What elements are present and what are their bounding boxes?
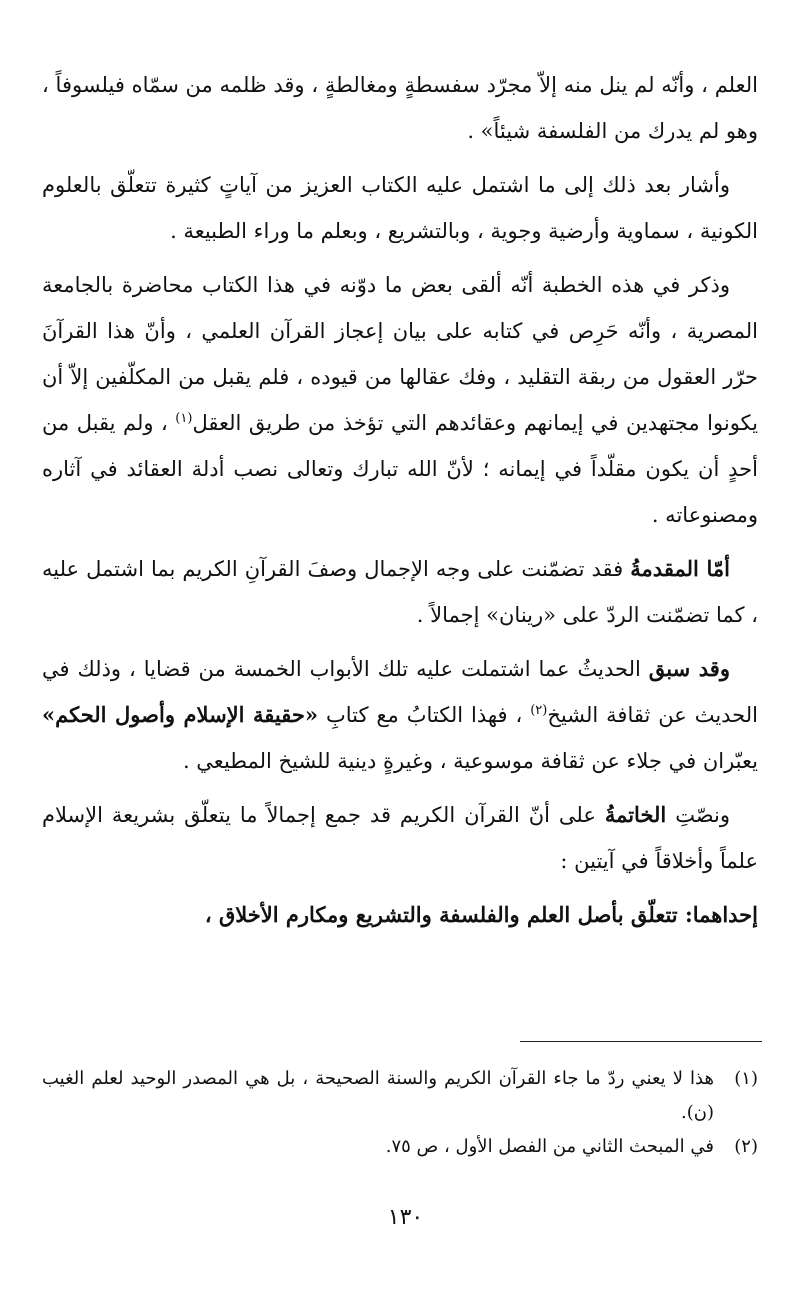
paragraph-5-text-a: الحديثُ عما اشتملت عليه تلك الأبواب الخمسة من قضايا ، وذلك في الحديث عن ثقافة الشيخ xyxy=(42,657,758,727)
paragraph-5-lead: وقد سبق xyxy=(648,656,730,681)
paragraph-2-text: وأشار بعد ذلك إلى ما اشتمل عليه الكتاب العزيز من آياتٍ كثيرة تتعلّق بالعلوم الكونية ، سماوية وأرضية وجوية ، وبالتشريع ، وبعلم ما وراء الطبيعة . xyxy=(42,173,758,243)
page-number: ١٣٠ xyxy=(387,1205,424,1230)
paragraph-5-text-b: ، فهذا الكتابُ مع كتابِ xyxy=(325,703,523,727)
paragraph-4 xyxy=(42,546,758,638)
footnote-2 xyxy=(42,1130,758,1164)
paragraph-6 xyxy=(42,792,758,884)
footnote-1 xyxy=(42,1062,758,1130)
footnote-1-text: هذا لا يعني ردّ ما جاء القرآن الكريم والسنة الصحيحة ، بل هي المصدر الوحيد لعلم الغيب (ن). xyxy=(42,1068,714,1123)
footnote-ref-2[interactable]: (٢) xyxy=(530,703,548,718)
book-title: «حقيقة الإسلام وأصول الحكم» xyxy=(42,702,318,727)
paragraph-1 xyxy=(42,62,758,154)
page-body xyxy=(42,62,758,938)
footnote-1-number: (١) xyxy=(734,1068,758,1089)
paragraph-1-text: العلم ، وأنّه لم ينل منه إلاّ مجرّد سفسطةٍ ومغالطةٍ ، وقد ظلمه من سمّاه فيلسوفاً ، وهو لم يدرك من الفلسفة شيئاً» . xyxy=(42,73,758,143)
paragraph-5-text-c: يعبّران في جلاء عن ثقافة موسوعية ، وغيرةٍ دينية للشيخ المطيعي . xyxy=(182,749,758,773)
footnote-ref-1[interactable]: (١) xyxy=(175,411,193,426)
paragraph-5 xyxy=(42,646,758,784)
paragraph-7-text: إحداهما: تتعلّق بأصل العلم والفلسفة والتشريع ومكارم الأخلاق ، xyxy=(204,902,758,927)
paragraph-7 xyxy=(42,892,758,938)
footnotes xyxy=(42,1062,758,1164)
paragraph-2 xyxy=(42,162,758,254)
paragraph-3-text-b: ، ولم يقبل من أحدٍ أن يكون مقلّداً في إيمانه ؛ لأنّ الله تبارك وتعالى نصب أدلة العقائد في آثاره ومصنوعاته . xyxy=(42,411,758,527)
paragraph-6-text: على أنّ القرآن الكريم قد جمع إجمالاً ما يتعلّق بشريعة الإسلام علماً وأخلاقاً في آيتين : xyxy=(42,803,758,873)
paragraph-3-text-a: وذكر في هذه الخطبة أنّه ألقى بعض ما دوّنه في هذا الكتاب محاضرة بالجامعة المصرية ، وأنّه حَرِص في كتابه على بيان إعجاز القرآن العلمي ، وأنّ هذا القرآنَ حرّر العقول من ربقة التقليد ، وفك عقالها من قيوده ، فلم يقبل من المكلّفين إلاّ أن يكونوا مجتهدين في إيمانهم وعقائدهم التي تؤخذ من طريق العقل xyxy=(42,273,758,435)
introduction-heading: أمّا المقدمةُ xyxy=(630,556,730,581)
footnote-2-number: (٢) xyxy=(734,1136,758,1157)
conclusion-heading: الخاتمةُ xyxy=(604,802,667,827)
paragraph-3 xyxy=(42,262,758,538)
footnote-divider xyxy=(520,1041,762,1042)
footnote-2-text: في المبحث الثاني من الفصل الأول ، ص ٧٥. xyxy=(385,1136,714,1157)
paragraph-4-text: فقد تضمّنت على وجه الإجمال وصفَ القرآنِ الكريم بما اشتمل عليه ، كما تضمّنت الردّ على «رينان» إجمالاً . xyxy=(42,557,758,627)
paragraph-6-lead: ونصّتِ xyxy=(675,803,731,827)
